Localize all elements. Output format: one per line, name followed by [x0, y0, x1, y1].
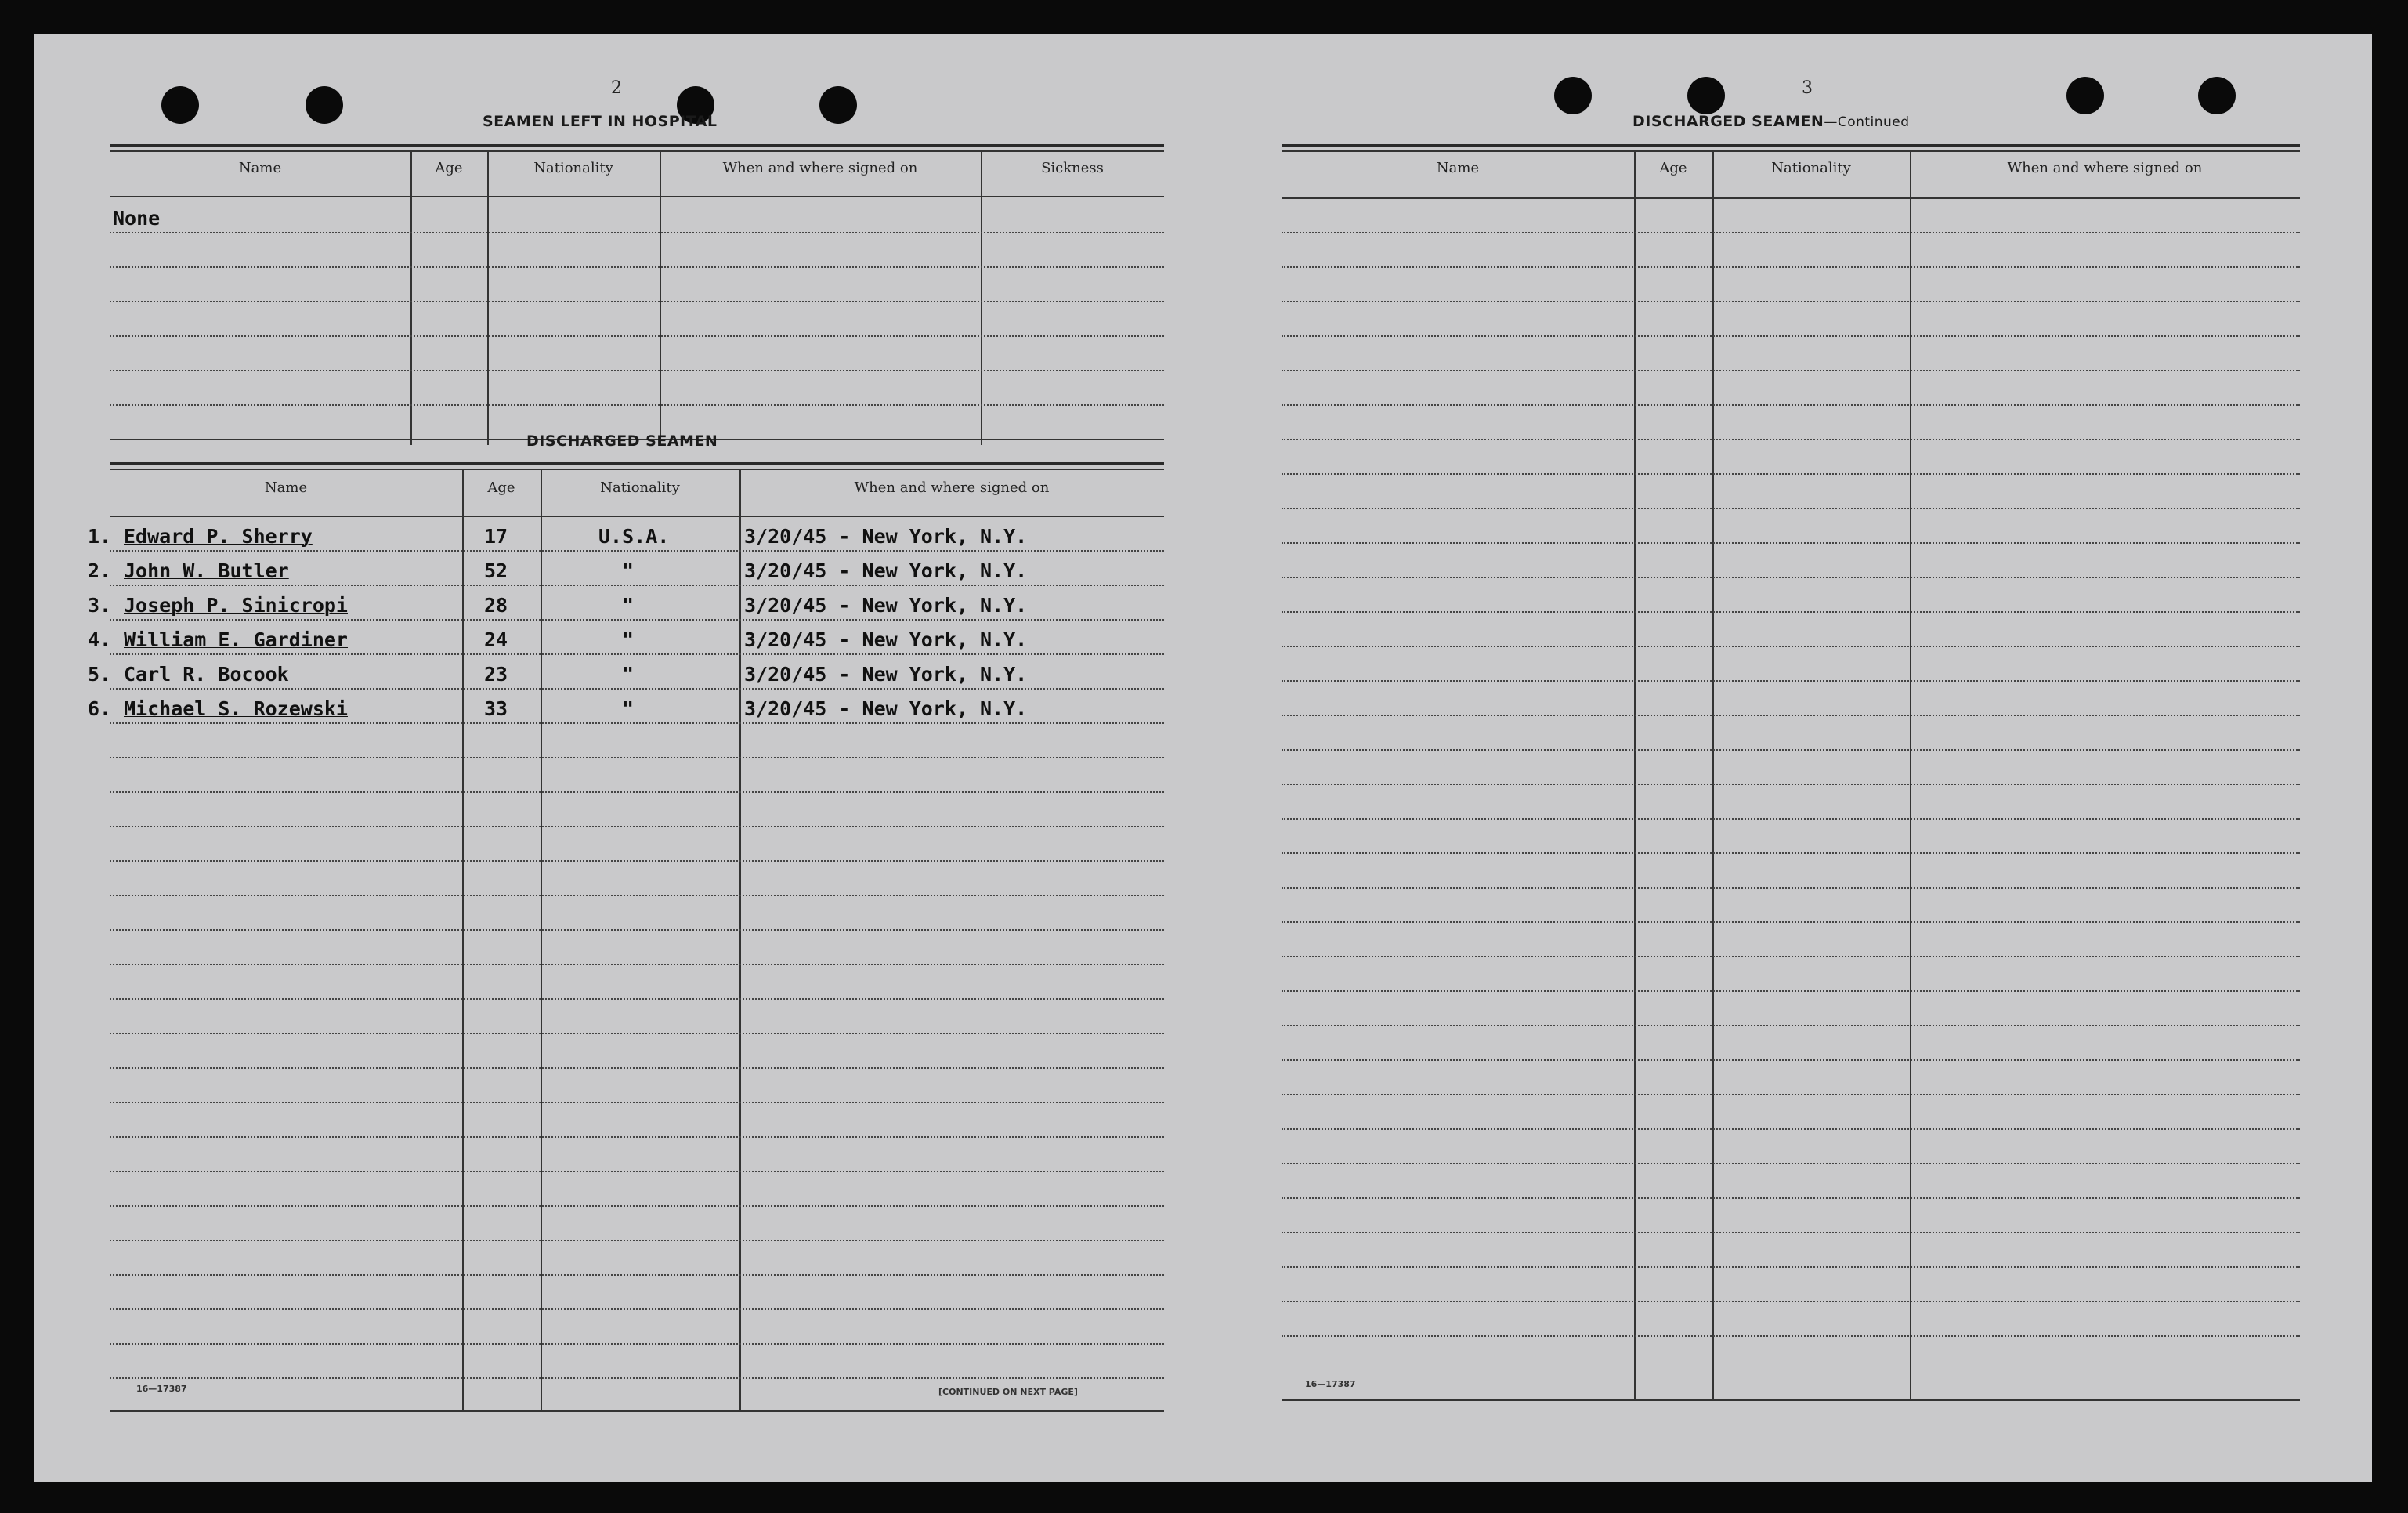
punch-hole [1554, 77, 1592, 114]
left-page [34, 34, 1209, 1482]
ruled-line [1282, 990, 2300, 992]
column-header-name: Name [1436, 160, 1480, 176]
seaman-name: William E. Gardiner [124, 628, 348, 651]
ruled-line [1282, 1301, 2300, 1302]
ruled-line [1282, 887, 2300, 889]
ruled-line [1282, 1266, 2300, 1268]
continued-note: [CONTINUED ON NEXT PAGE] [938, 1387, 1078, 1397]
punch-hole [161, 86, 199, 124]
column-divider [541, 469, 542, 1412]
signed-on: 3/20/45 - New York, N.Y. [744, 697, 1028, 720]
ruled-line [110, 1343, 1164, 1345]
ruled-line [110, 1067, 1164, 1069]
column-header-nationality: Nationality [1771, 160, 1851, 176]
signed-on: 3/20/45 - New York, N.Y. [744, 594, 1028, 617]
seaman-nationality: " [622, 594, 635, 617]
ruled-line [1282, 404, 2300, 406]
seaman-nationality: " [622, 559, 635, 582]
ruled-line [110, 1274, 1164, 1276]
ruled-line [1282, 266, 2300, 268]
ruled-line [1282, 232, 2300, 233]
column-header-nationality: Nationality [600, 480, 680, 496]
ruled-line [110, 370, 1164, 371]
ruled-line [1282, 301, 2300, 302]
ruled-line [110, 688, 1164, 690]
ruled-line [110, 550, 1164, 552]
punch-hole [1687, 77, 1725, 114]
document-sheet [34, 34, 2372, 1482]
ruled-line [1282, 473, 2300, 475]
column-header-signed-on: When and where signed on [854, 480, 1050, 496]
table-rule [110, 469, 1164, 470]
row-number: 4. [88, 628, 112, 651]
ruled-line [1282, 370, 2300, 371]
seaman-nationality: " [622, 663, 635, 686]
column-header-sickness: Sickness [1041, 160, 1104, 176]
table-rule [110, 516, 1164, 517]
column-header-signed-on: When and where signed on [2007, 160, 2203, 176]
ruled-line [110, 1308, 1164, 1310]
seaman-age: 23 [484, 663, 508, 686]
ruled-line [1282, 818, 2300, 820]
ruled-line [1282, 956, 2300, 957]
row-number: 5. [88, 663, 112, 686]
ruled-line [1282, 646, 2300, 647]
ruled-line [1282, 715, 2300, 716]
seaman-name: Edward P. Sherry [124, 525, 313, 548]
ruled-line [110, 1102, 1164, 1103]
ruled-line [1282, 1128, 2300, 1130]
hospital-entry: None [113, 207, 161, 230]
ruled-line [110, 619, 1164, 621]
row-number: 3. [88, 594, 112, 617]
column-divider [462, 469, 464, 1412]
ruled-line [110, 1136, 1164, 1138]
page-number: 2 [611, 78, 622, 98]
seaman-name: John W. Butler [124, 559, 289, 582]
ruled-line [1282, 577, 2300, 578]
ruled-line [110, 301, 1164, 302]
table-rule [110, 196, 1164, 197]
ruled-line [110, 1377, 1164, 1379]
title-suffix: —Continued [1824, 114, 1910, 130]
ruled-line [110, 860, 1164, 862]
ruled-line [1282, 1163, 2300, 1164]
column-divider [487, 150, 489, 445]
ruled-line [110, 757, 1164, 758]
ruled-line [1282, 852, 2300, 854]
table-rule [110, 1410, 1164, 1412]
ruled-line [1282, 1094, 2300, 1095]
ruled-line [1282, 335, 2300, 337]
discharged-continued-title [1632, 113, 1910, 130]
seaman-nationality: " [622, 628, 635, 651]
punch-hole [2066, 77, 2104, 114]
column-divider [1634, 150, 1636, 1401]
row-number: 1. [88, 525, 112, 548]
seaman-name: Michael S. Rozewski [124, 697, 348, 720]
signed-on: 3/20/45 - New York, N.Y. [744, 525, 1028, 548]
ruled-line [1282, 1059, 2300, 1061]
ruled-line [110, 1171, 1164, 1172]
seaman-nationality: U.S.A. [598, 525, 670, 548]
ruled-line [110, 653, 1164, 655]
column-divider [410, 150, 412, 445]
ruled-line [110, 1205, 1164, 1207]
ruled-line [110, 929, 1164, 931]
discharged-section-title: DISCHARGED SEAMEN [526, 433, 718, 450]
ruled-line [110, 791, 1164, 793]
column-divider [981, 150, 982, 445]
column-header-name: Name [264, 480, 308, 496]
table-rule [1282, 144, 2300, 147]
seaman-nationality: " [622, 697, 635, 720]
column-divider [660, 150, 661, 445]
ruled-line [1282, 1335, 2300, 1337]
right-page [1209, 34, 2372, 1482]
ruled-line [110, 722, 1164, 724]
ruled-line [1282, 680, 2300, 682]
table-rule [110, 462, 1164, 465]
punch-hole [306, 86, 343, 124]
column-header-age: Age [487, 480, 515, 496]
hospital-section-title: SEAMEN LEFT IN HOSPITAL [483, 113, 718, 130]
signed-on: 3/20/45 - New York, N.Y. [744, 559, 1028, 582]
ruled-line [1282, 749, 2300, 751]
ruled-line [110, 826, 1164, 827]
table-rule [110, 150, 1164, 152]
ruled-line [110, 1033, 1164, 1034]
seaman-age: 28 [484, 594, 508, 617]
ruled-line [1282, 1232, 2300, 1233]
ruled-line [110, 404, 1164, 406]
seaman-age: 33 [484, 697, 508, 720]
seaman-age: 52 [484, 559, 508, 582]
table-rule [1282, 150, 2300, 152]
seaman-age: 17 [484, 525, 508, 548]
ruled-line [110, 964, 1164, 965]
column-divider [1712, 150, 1714, 1401]
ruled-line [110, 585, 1164, 586]
seaman-name: Joseph P. Sinicropi [124, 594, 348, 617]
page-number: 3 [1802, 78, 1813, 98]
ruled-line [1282, 508, 2300, 509]
column-divider [1910, 150, 1911, 1401]
signed-on: 3/20/45 - New York, N.Y. [744, 663, 1028, 686]
column-header-nationality: Nationality [533, 160, 613, 176]
row-number: 2. [88, 559, 112, 582]
seaman-age: 24 [484, 628, 508, 651]
row-number: 6. [88, 697, 112, 720]
table-rule [1282, 197, 2300, 199]
column-header-age: Age [435, 160, 463, 176]
column-header-age: Age [1659, 160, 1687, 176]
ruled-line [110, 998, 1164, 1000]
column-divider [739, 469, 741, 1412]
ruled-line [1282, 921, 2300, 923]
ruled-line [110, 335, 1164, 337]
ruled-line [110, 232, 1164, 233]
ruled-line [1282, 784, 2300, 785]
ruled-line [110, 266, 1164, 268]
title-text: DISCHARGED SEAMEN [1632, 113, 1824, 130]
ruled-line [110, 895, 1164, 896]
ruled-line [1282, 542, 2300, 544]
punch-hole [819, 86, 857, 124]
table-rule [110, 144, 1164, 147]
signed-on: 3/20/45 - New York, N.Y. [744, 628, 1028, 651]
ruled-line [110, 1240, 1164, 1241]
form-code: 16—17387 [1305, 1379, 1356, 1389]
ruled-line [1282, 439, 2300, 440]
seaman-name: Carl R. Bocook [124, 663, 289, 686]
ruled-line [1282, 1197, 2300, 1199]
form-code: 16—17387 [136, 1384, 187, 1394]
column-header-signed-on: When and where signed on [722, 160, 918, 176]
punch-hole [2198, 77, 2236, 114]
table-rule [1282, 1399, 2300, 1401]
ruled-line [1282, 611, 2300, 613]
ruled-line [1282, 1025, 2300, 1026]
column-header-name: Name [238, 160, 282, 176]
